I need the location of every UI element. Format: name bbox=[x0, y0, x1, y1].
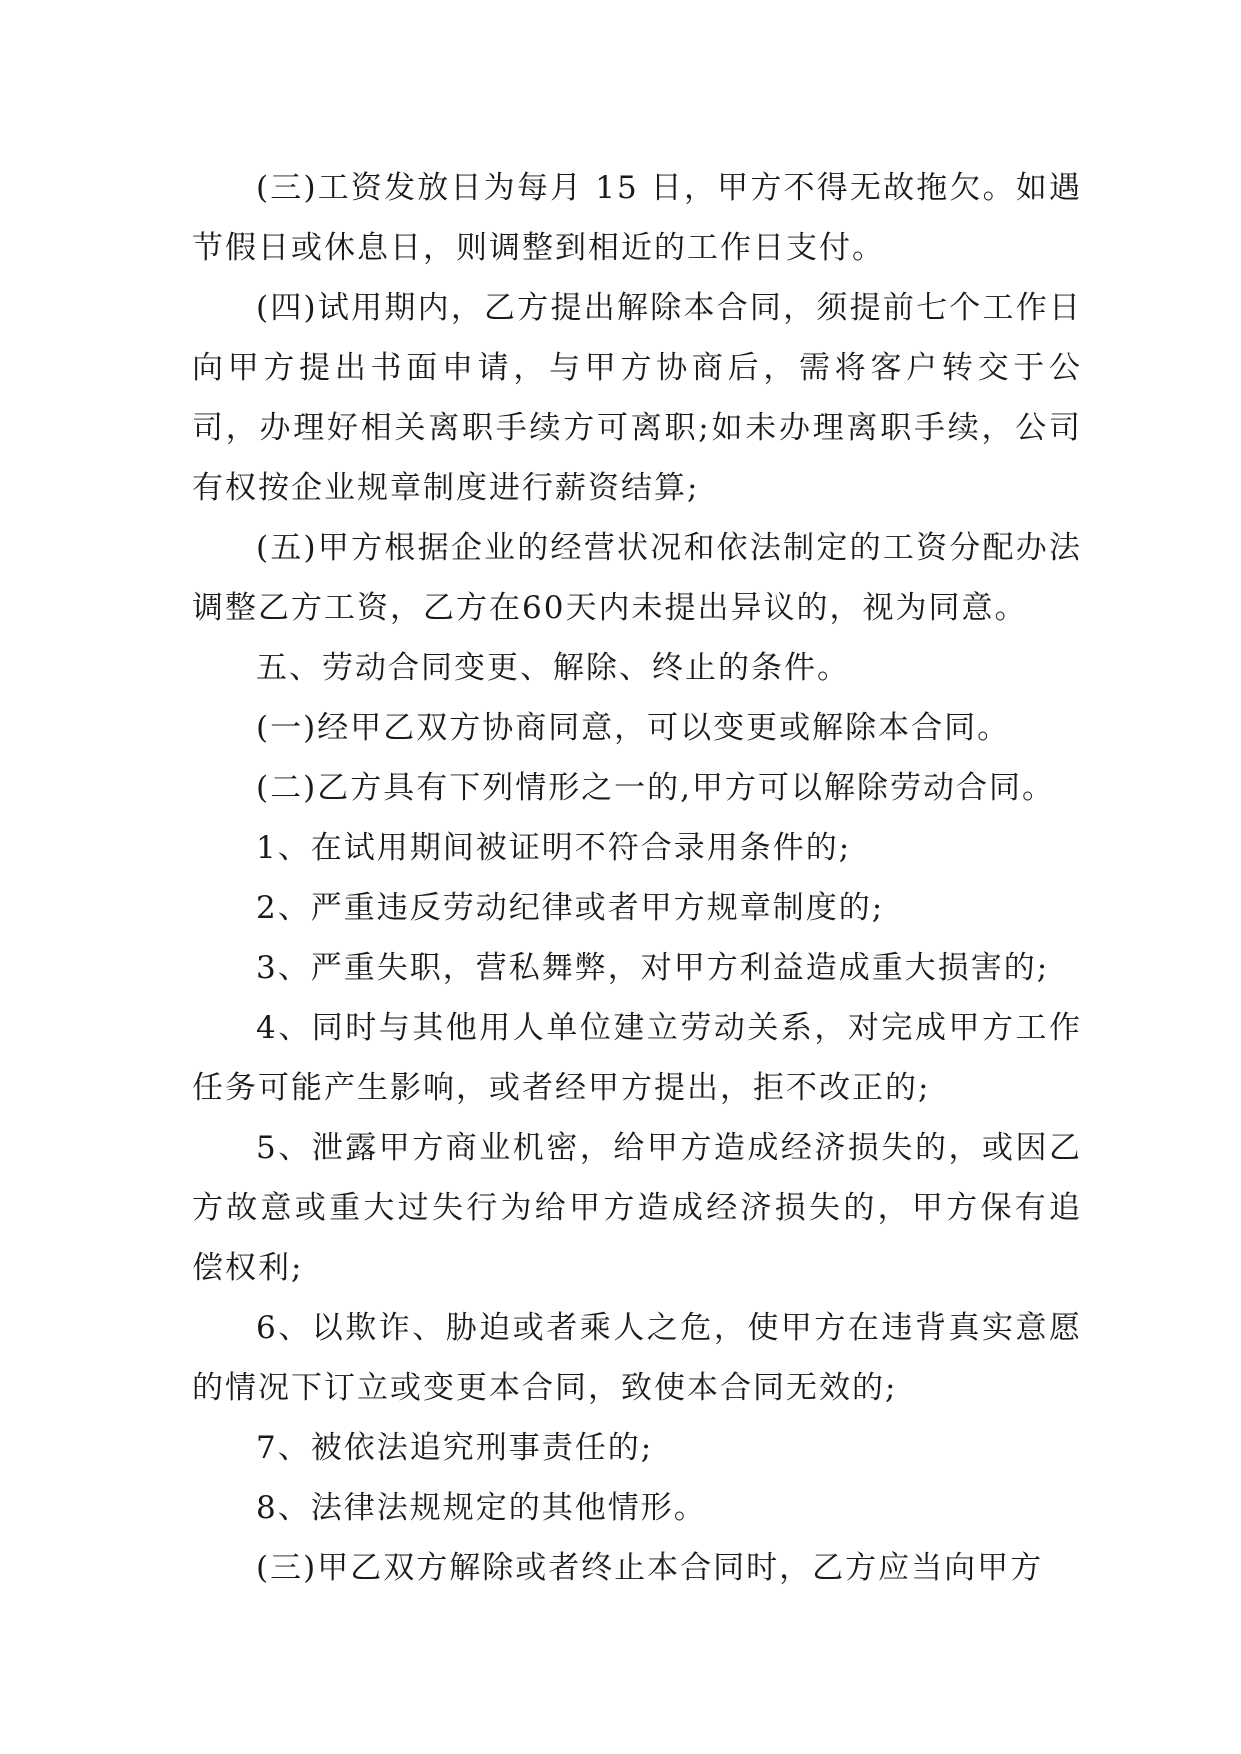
list-item-2: 2、严重违反劳动纪律或者甲方规章制度的; bbox=[256, 890, 885, 926]
paragraph-salary-adjustment: (五)甲方根据企业的经营状况和依法制定的工资分配办法调整乙方工资，乙方在60天内未提出异议的，视为同意。 bbox=[192, 530, 1082, 626]
list-item-8: 8、法律法规规定的其他情形。 bbox=[256, 1490, 707, 1526]
list-item-3: 3、严重失职，营私舞弊，对甲方利益造成重大损害的; bbox=[256, 950, 1050, 986]
list-item-1: 1、在试用期间被证明不符合录用条件的; bbox=[256, 830, 852, 866]
list-item-4: 4、同时与其他用人单位建立劳动关系，对完成甲方工作任务可能产生影响，或者经甲方提出，拒不改正的; bbox=[192, 1010, 1082, 1106]
paragraph-termination-conditions: (二)乙方具有下列情形之一的,甲方可以解除劳动合同。 bbox=[256, 770, 1056, 806]
list-item-5: 5、泄露甲方商业机密，给甲方造成经济损失的，或因乙方故意或重大过失行为给甲方造成经济损失的，甲方保有追偿权利; bbox=[192, 1130, 1082, 1286]
list-item-6: 6、以欺诈、胁迫或者乘人之危，使甲方在违背真实意愿的情况下订立或变更本合同，致使本合同无效的; bbox=[192, 1310, 1082, 1406]
document-body bbox=[192, 158, 1082, 1598]
paragraph-salary-payday: (三)工资发放日为每月 15 日，甲方不得无故拖欠。如遇节假日或休息日，则调整到相近的工作日支付。 bbox=[192, 170, 1082, 266]
paragraph-termination-handover: (三)甲乙双方解除或者终止本合同时，乙方应当向甲方 bbox=[256, 1550, 1044, 1586]
section-heading-contract-change: 五、劳动合同变更、解除、终止的条件。 bbox=[256, 650, 850, 686]
paragraph-mutual-agreement: (一)经甲乙双方协商同意，可以变更或解除本合同。 bbox=[256, 710, 1011, 746]
list-item-7: 7、被依法追究刑事责任的; bbox=[256, 1430, 654, 1466]
paragraph-probation-resignation: (四)试用期内，乙方提出解除本合同，须提前七个工作日向甲方提出书面申请，与甲方协商后，需将客户转交于公司，办理好相关离职手续方可离职;如未办理离职手续，公司有权按企业规章制度进行薪资结算; bbox=[192, 290, 1082, 506]
